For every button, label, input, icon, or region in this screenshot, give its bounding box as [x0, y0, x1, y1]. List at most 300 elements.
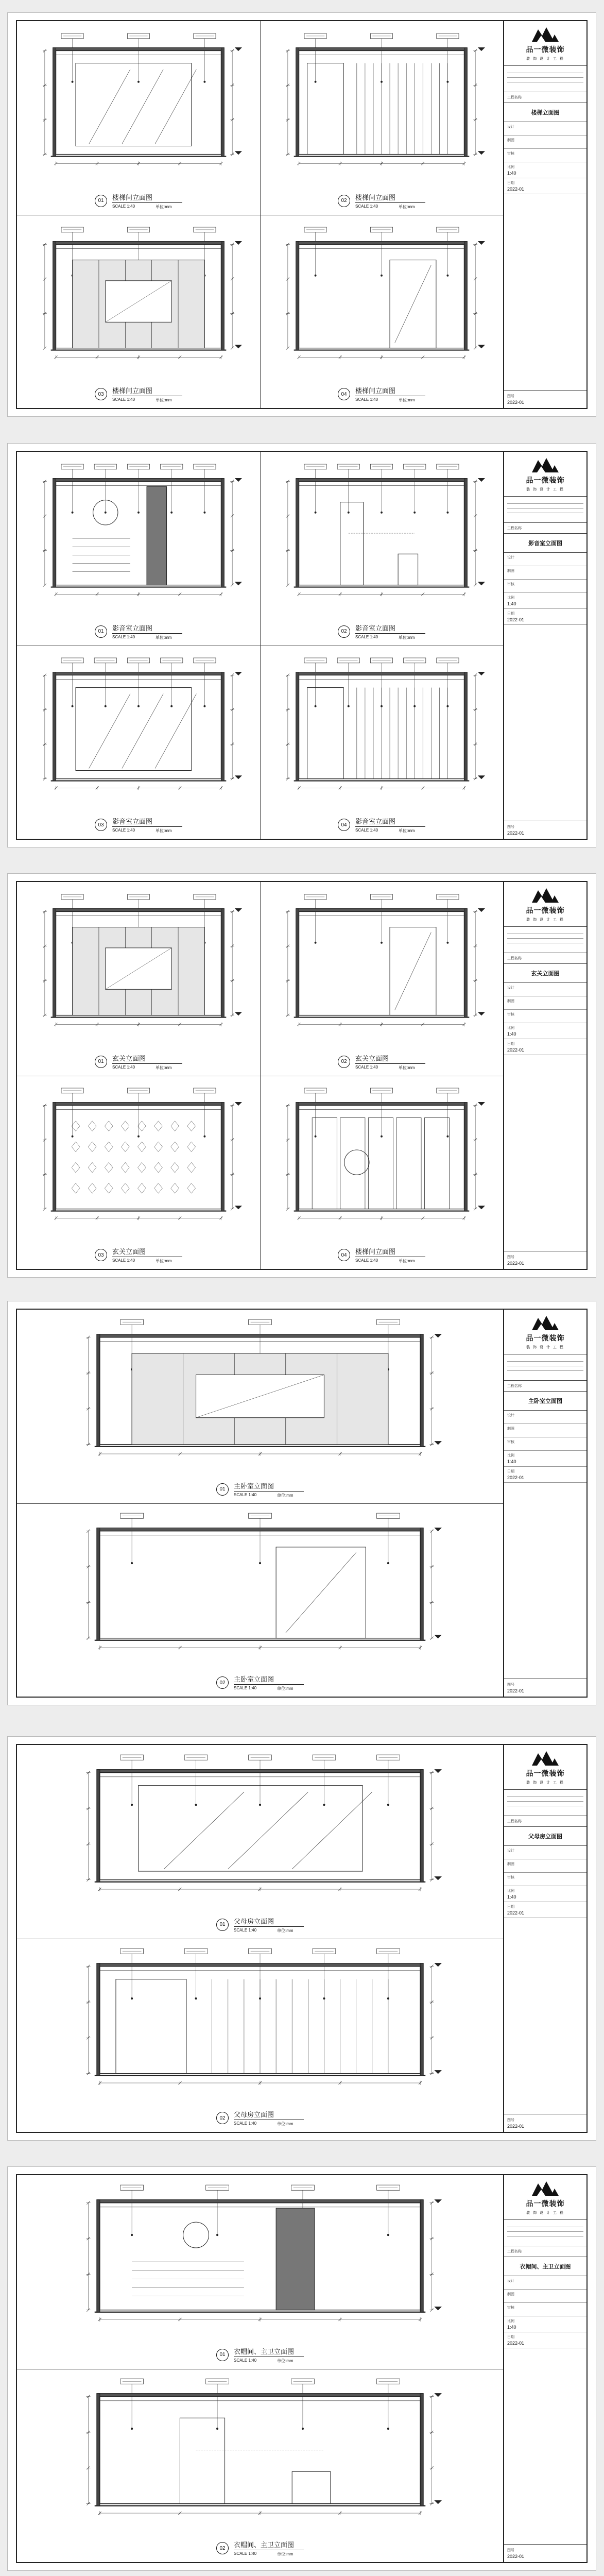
checker-label: 审核	[507, 2306, 514, 2310]
elevation-panel	[17, 452, 260, 646]
elevation-scale: SCALE 1:40	[234, 2551, 257, 2556]
mountain-logo-icon	[531, 25, 560, 43]
elevation-drawing	[17, 1939, 503, 2112]
drafter-field	[504, 996, 586, 1010]
designer-label: 设计	[507, 556, 514, 560]
title-block	[503, 2175, 586, 2562]
scale-value: 1:40	[507, 1031, 516, 1037]
elevation-title: 楼梯间立面图	[112, 385, 182, 396]
elevation-caption	[216, 1674, 304, 1691]
elevation-caption	[216, 1481, 304, 1498]
company-name: 品一微装饰	[526, 45, 565, 54]
scale-label: 比例	[507, 165, 514, 169]
date-value: 2022-01	[507, 1047, 525, 1053]
elevation-panel	[17, 1503, 503, 1697]
elevation-svg	[17, 1503, 503, 1676]
elevation-panel	[17, 1076, 260, 1269]
elevation-drawing	[17, 21, 260, 194]
company-subtitle: 装 饰 设 计 工 程	[526, 488, 564, 492]
elevation-drawing	[17, 646, 260, 819]
checker-field	[504, 1873, 586, 1886]
elevation-title: 玄关立面图	[112, 1246, 182, 1257]
elevation-number: 02	[216, 2112, 229, 2124]
checker-label: 审核	[507, 1440, 514, 1444]
elevation-drawing	[17, 1503, 503, 1676]
elevation-unit: 单位:mm	[277, 1928, 294, 1933]
company-name: 品一微装饰	[526, 2199, 565, 2208]
elevation-caption	[338, 385, 425, 403]
elevation-svg	[17, 2369, 503, 2542]
drawing-title: 楼梯立面图	[504, 103, 586, 122]
date-value: 2022-01	[507, 1910, 525, 1916]
elevation-caption	[216, 2539, 304, 2557]
elevation-number: 01	[216, 2349, 229, 2361]
scale-label: 比例	[507, 596, 514, 600]
elevation-scale: SCALE 1:40	[112, 1258, 135, 1263]
date-field	[504, 2332, 586, 2348]
elevation-title: 楼梯间立面图	[355, 385, 425, 396]
date-label: 日期	[507, 1042, 514, 1046]
date-value: 2022-01	[507, 1475, 525, 1480]
elevation-svg	[260, 215, 503, 388]
elevation-unit: 单位:mm	[399, 828, 415, 833]
elevation-unit: 单位:mm	[156, 1065, 172, 1070]
elevation-drawing	[260, 646, 503, 819]
elevation-svg	[17, 882, 260, 1055]
scale-label: 比例	[507, 1889, 514, 1893]
elevation-caption	[95, 623, 182, 640]
project-field	[504, 953, 586, 964]
revision-notes	[504, 497, 586, 523]
checker-label: 审核	[507, 1013, 514, 1016]
elevation-title: 主卧室立面图	[234, 1481, 304, 1492]
elevation-caption	[338, 623, 425, 640]
elevation-number: 04	[338, 388, 350, 400]
sheet-label: 图号	[507, 1256, 514, 1259]
designer-field	[504, 1846, 586, 1859]
sheet-number-field	[504, 2114, 586, 2132]
elevation-caption	[338, 1246, 425, 1264]
scale-value: 1:40	[507, 601, 516, 606]
checker-field	[504, 1437, 586, 1451]
checker-field	[504, 580, 586, 593]
elevation-unit: 单位:mm	[277, 2552, 294, 2556]
project-label: 工程名称	[507, 96, 522, 99]
elevation-panel	[260, 646, 503, 839]
elevation-scale: SCALE 1:40	[234, 1927, 257, 1933]
elevation-number: 02	[338, 1056, 350, 1068]
elevation-svg	[17, 1076, 260, 1249]
mountain-logo-icon	[531, 1749, 560, 1767]
elevation-drawing	[17, 215, 260, 388]
elevation-panel	[260, 215, 503, 409]
elevation-number: 04	[338, 1249, 350, 1261]
elevation-caption	[338, 192, 425, 210]
drafter-field	[504, 135, 586, 149]
elevation-drawing	[17, 2369, 503, 2542]
sheet-number-field	[504, 821, 586, 839]
revision-notes	[504, 1354, 586, 1381]
elevation-number: 03	[95, 388, 107, 400]
elevation-title: 楼梯间立面图	[355, 1246, 425, 1257]
elevation-number: 03	[95, 819, 107, 831]
checker-label: 审核	[507, 1876, 514, 1879]
elevation-title: 影音室立面图	[355, 623, 425, 634]
drafter-label: 制图	[507, 1427, 514, 1431]
elevation-drawing	[17, 1310, 503, 1483]
date-label: 日期	[507, 1905, 514, 1909]
elevation-unit: 单位:mm	[277, 2122, 294, 2126]
drawing-sheet	[7, 1736, 596, 2141]
elevation-panel	[17, 1939, 503, 2132]
drawing-area	[17, 21, 503, 408]
elevation-panel	[17, 2369, 503, 2563]
sheet-frame	[16, 451, 588, 840]
drafter-field	[504, 1859, 586, 1873]
date-field	[504, 1039, 586, 1055]
checker-field	[504, 2303, 586, 2316]
elevation-scale: SCALE 1:40	[355, 634, 378, 639]
elevation-unit: 单位:mm	[399, 1259, 415, 1263]
company-logo	[504, 2175, 586, 2220]
elevation-unit: 单位:mm	[399, 204, 415, 209]
sheet-number: 2022-01	[507, 831, 525, 836]
elevation-title: 父母房立面图	[234, 2109, 304, 2120]
elevation-title: 影音室立面图	[355, 816, 425, 827]
drawing-area	[17, 1745, 503, 2132]
elevation-scale: SCALE 1:40	[355, 204, 378, 209]
elevation-scale: SCALE 1:40	[112, 204, 135, 209]
sheet-label: 图号	[507, 395, 514, 398]
elevation-number: 02	[216, 2542, 229, 2554]
elevation-caption	[216, 2346, 304, 2364]
drafter-label: 制图	[507, 2293, 514, 2296]
elevation-unit: 单位:mm	[156, 398, 172, 402]
elevation-drawing	[17, 452, 260, 625]
project-label: 工程名称	[507, 527, 522, 530]
designer-field	[504, 1411, 586, 1424]
elevation-title: 影音室立面图	[112, 816, 182, 827]
elevation-scale: SCALE 1:40	[112, 634, 135, 639]
elevation-panel	[17, 21, 260, 215]
elevation-panel	[17, 646, 260, 839]
elevation-unit: 单位:mm	[399, 635, 415, 640]
sheet-number-field	[504, 390, 586, 408]
elevation-caption	[216, 2109, 304, 2127]
elevation-panel	[17, 2175, 503, 2369]
elevation-caption	[216, 1916, 304, 1934]
scale-field	[504, 1886, 586, 1902]
drafter-label: 制图	[507, 139, 514, 142]
revision-notes	[504, 927, 586, 953]
project-field	[504, 1381, 586, 1392]
date-field	[504, 178, 586, 194]
elevation-drawing	[17, 882, 260, 1055]
scale-field	[504, 1023, 586, 1039]
drafter-field	[504, 566, 586, 580]
scale-label: 比例	[507, 2319, 514, 2323]
elevation-caption	[95, 1246, 182, 1264]
sheet-number: 2022-01	[507, 1261, 525, 1266]
elevation-svg	[17, 1939, 503, 2112]
drawing-area	[17, 1310, 503, 1697]
elevation-title: 楼梯间立面图	[355, 192, 425, 203]
elevation-panel	[17, 1310, 503, 1503]
elevation-caption	[95, 816, 182, 834]
company-subtitle: 装 饰 设 计 工 程	[526, 57, 564, 61]
elevation-svg	[260, 882, 503, 1055]
mountain-logo-icon	[531, 456, 560, 473]
sheet-number-field	[504, 1251, 586, 1269]
mountain-logo-icon	[531, 1314, 560, 1331]
sheet-frame	[16, 1309, 588, 1698]
date-label: 日期	[507, 1470, 514, 1473]
elevation-panel	[17, 1745, 503, 1939]
scale-field	[504, 162, 586, 178]
elevation-scale: SCALE 1:40	[112, 828, 135, 833]
checker-field	[504, 1010, 586, 1023]
elevation-scale: SCALE 1:40	[234, 1686, 257, 1690]
elevation-svg	[260, 1076, 503, 1249]
elevation-number: 02	[216, 1676, 229, 1689]
sheet-number-field	[504, 1679, 586, 1697]
drawing-sheet	[7, 2166, 596, 2571]
elevation-unit: 单位:mm	[156, 828, 172, 833]
scale-field	[504, 593, 586, 609]
designer-field	[504, 122, 586, 135]
designer-label: 设计	[507, 986, 514, 990]
company-subtitle: 装 饰 设 计 工 程	[526, 2211, 564, 2215]
elevation-scale: SCALE 1:40	[355, 397, 378, 402]
elevation-scale: SCALE 1:40	[355, 1064, 378, 1070]
checker-label: 审核	[507, 583, 514, 586]
sheet-label: 图号	[507, 1683, 514, 1687]
elevation-number: 01	[95, 625, 107, 638]
scale-label: 比例	[507, 1454, 514, 1458]
drawing-title: 影音室立面图	[504, 534, 586, 553]
elevation-unit: 单位:mm	[277, 1493, 294, 1498]
scale-value: 1:40	[507, 171, 516, 176]
sheet-frame	[16, 1744, 588, 2133]
sheet-frame	[16, 881, 588, 1270]
sheet-number: 2022-01	[507, 2124, 525, 2129]
title-block	[503, 882, 586, 1269]
drafter-field	[504, 2290, 586, 2303]
revision-notes	[504, 66, 586, 92]
elevation-scale: SCALE 1:40	[234, 2358, 257, 2363]
revision-notes	[504, 2220, 586, 2246]
elevation-number: 01	[216, 1919, 229, 1931]
project-field	[504, 1816, 586, 1827]
company-subtitle: 装 饰 设 计 工 程	[526, 918, 564, 922]
checker-label: 审核	[507, 152, 514, 156]
drawing-area	[17, 2175, 503, 2562]
elevation-number: 02	[338, 195, 350, 207]
elevation-caption	[338, 816, 425, 834]
project-label: 工程名称	[507, 1820, 522, 1823]
elevation-number: 01	[95, 195, 107, 207]
date-label: 日期	[507, 612, 514, 616]
date-field	[504, 1467, 586, 1483]
elevation-number: 01	[95, 1056, 107, 1068]
title-block	[503, 21, 586, 408]
elevation-title: 楼梯间立面图	[112, 192, 182, 203]
project-label: 工程名称	[507, 2250, 522, 2253]
elevation-drawing	[17, 1076, 260, 1249]
scale-value: 1:40	[507, 1894, 516, 1900]
company-name: 品一微装饰	[526, 1769, 565, 1777]
elevation-panel	[260, 452, 503, 646]
mountain-logo-icon	[531, 2179, 560, 2197]
project-field	[504, 523, 586, 534]
elevation-panel	[260, 882, 503, 1076]
elevation-unit: 单位:mm	[399, 1065, 415, 1070]
company-name: 品一微装饰	[526, 476, 565, 484]
sheet-label: 图号	[507, 825, 514, 829]
elevation-drawing	[260, 452, 503, 625]
checker-field	[504, 149, 586, 162]
company-logo	[504, 882, 586, 927]
designer-label: 设计	[507, 125, 514, 129]
elevation-caption	[95, 1053, 182, 1071]
elevation-svg	[17, 21, 260, 194]
elevation-caption	[95, 192, 182, 210]
elevation-svg	[17, 2175, 503, 2348]
elevation-svg	[17, 1745, 503, 1918]
project-field	[504, 92, 586, 103]
elevation-scale: SCALE 1:40	[234, 2121, 257, 2126]
elevation-scale: SCALE 1:40	[112, 397, 135, 402]
designer-label: 设计	[507, 1414, 514, 1417]
elevation-caption	[338, 1053, 425, 1071]
scale-value: 1:40	[507, 2325, 516, 2330]
revision-notes	[504, 1790, 586, 1816]
date-value: 2022-01	[507, 2341, 525, 2346]
elevation-svg	[17, 646, 260, 819]
elevation-drawing	[17, 1745, 503, 1918]
designer-label: 设计	[507, 2279, 514, 2283]
elevation-caption	[95, 385, 182, 403]
scale-label: 比例	[507, 1026, 514, 1030]
elevation-number: 02	[338, 625, 350, 638]
sheet-frame	[16, 20, 588, 409]
date-field	[504, 1902, 586, 1918]
drafter-field	[504, 1424, 586, 1437]
designer-label: 设计	[507, 1849, 514, 1853]
drafter-label: 制图	[507, 1862, 514, 1866]
elevation-title: 主卧室立面图	[234, 1674, 304, 1685]
mountain-logo-icon	[531, 886, 560, 904]
elevation-scale: SCALE 1:40	[112, 1064, 135, 1070]
elevation-panel	[260, 1076, 503, 1269]
elevation-unit: 单位:mm	[277, 1686, 294, 1691]
date-value: 2022-01	[507, 617, 525, 622]
elevation-unit: 单位:mm	[156, 1259, 172, 1263]
elevation-number: 04	[338, 819, 350, 831]
elevation-drawing	[260, 215, 503, 388]
elevation-drawing	[17, 2175, 503, 2348]
scale-field	[504, 1451, 586, 1467]
elevation-svg	[17, 1310, 503, 1483]
designer-field	[504, 983, 586, 996]
elevation-svg	[17, 215, 260, 388]
elevation-scale: SCALE 1:40	[355, 1258, 378, 1263]
date-field	[504, 609, 586, 625]
sheet-number: 2022-01	[507, 400, 525, 405]
elevation-unit: 单位:mm	[156, 635, 172, 640]
elevation-unit: 单位:mm	[277, 2358, 294, 2363]
elevation-unit: 单位:mm	[399, 398, 415, 402]
elevation-drawing	[260, 1076, 503, 1249]
project-label: 工程名称	[507, 1384, 522, 1388]
drawing-title: 衣帽间、主卫立面图	[504, 2257, 586, 2276]
elevation-svg	[260, 646, 503, 819]
title-block	[503, 1745, 586, 2132]
company-name: 品一微装饰	[526, 906, 565, 914]
elevation-drawing	[260, 21, 503, 194]
elevation-number: 01	[216, 1483, 229, 1496]
company-logo	[504, 21, 586, 66]
drawing-sheet	[7, 12, 596, 417]
company-logo	[504, 452, 586, 497]
date-label: 日期	[507, 181, 514, 185]
scale-value: 1:40	[507, 1459, 516, 1464]
drawing-sheet	[7, 443, 596, 848]
title-block	[503, 1310, 586, 1697]
sheet-number: 2022-01	[507, 2554, 525, 2559]
drawing-area	[17, 452, 503, 839]
elevation-title: 玄关立面图	[112, 1053, 182, 1064]
company-name: 品一微装饰	[526, 1334, 565, 1342]
scale-field	[504, 2316, 586, 2332]
sheet-number: 2022-01	[507, 1688, 525, 1693]
elevation-panel	[260, 21, 503, 215]
elevation-drawing	[260, 882, 503, 1055]
elevation-title: 父母房立面图	[234, 1916, 304, 1927]
elevation-scale: SCALE 1:40	[234, 1492, 257, 1497]
title-block	[503, 452, 586, 839]
sheet-number-field	[504, 2544, 586, 2562]
project-field	[504, 2246, 586, 2257]
sheet-frame	[16, 2174, 588, 2563]
drawing-title: 父母房立面图	[504, 1827, 586, 1846]
company-subtitle: 装 饰 设 计 工 程	[526, 1781, 564, 1785]
elevation-title: 玄关立面图	[355, 1053, 425, 1064]
drawing-title: 玄关立面图	[504, 964, 586, 983]
drawing-title: 主卧室立面图	[504, 1392, 586, 1411]
company-logo	[504, 1745, 586, 1790]
elevation-scale: SCALE 1:40	[355, 828, 378, 833]
drawing-area	[17, 882, 503, 1269]
elevation-panel	[17, 882, 260, 1076]
sheet-label: 图号	[507, 2549, 514, 2552]
drafter-label: 制图	[507, 999, 514, 1003]
elevation-svg	[260, 21, 503, 194]
elevation-panel	[17, 215, 260, 409]
drawing-sheet	[7, 873, 596, 1278]
elevation-svg	[260, 452, 503, 625]
project-label: 工程名称	[507, 957, 522, 960]
elevation-svg	[17, 452, 260, 625]
elevation-unit: 单位:mm	[156, 204, 172, 209]
elevation-title: 影音室立面图	[112, 623, 182, 634]
date-value: 2022-01	[507, 187, 525, 192]
date-label: 日期	[507, 2335, 514, 2339]
sheet-label: 图号	[507, 2119, 514, 2122]
designer-field	[504, 553, 586, 566]
company-logo	[504, 1310, 586, 1354]
elevation-title: 衣帽间、主卫立面图	[234, 2346, 304, 2357]
